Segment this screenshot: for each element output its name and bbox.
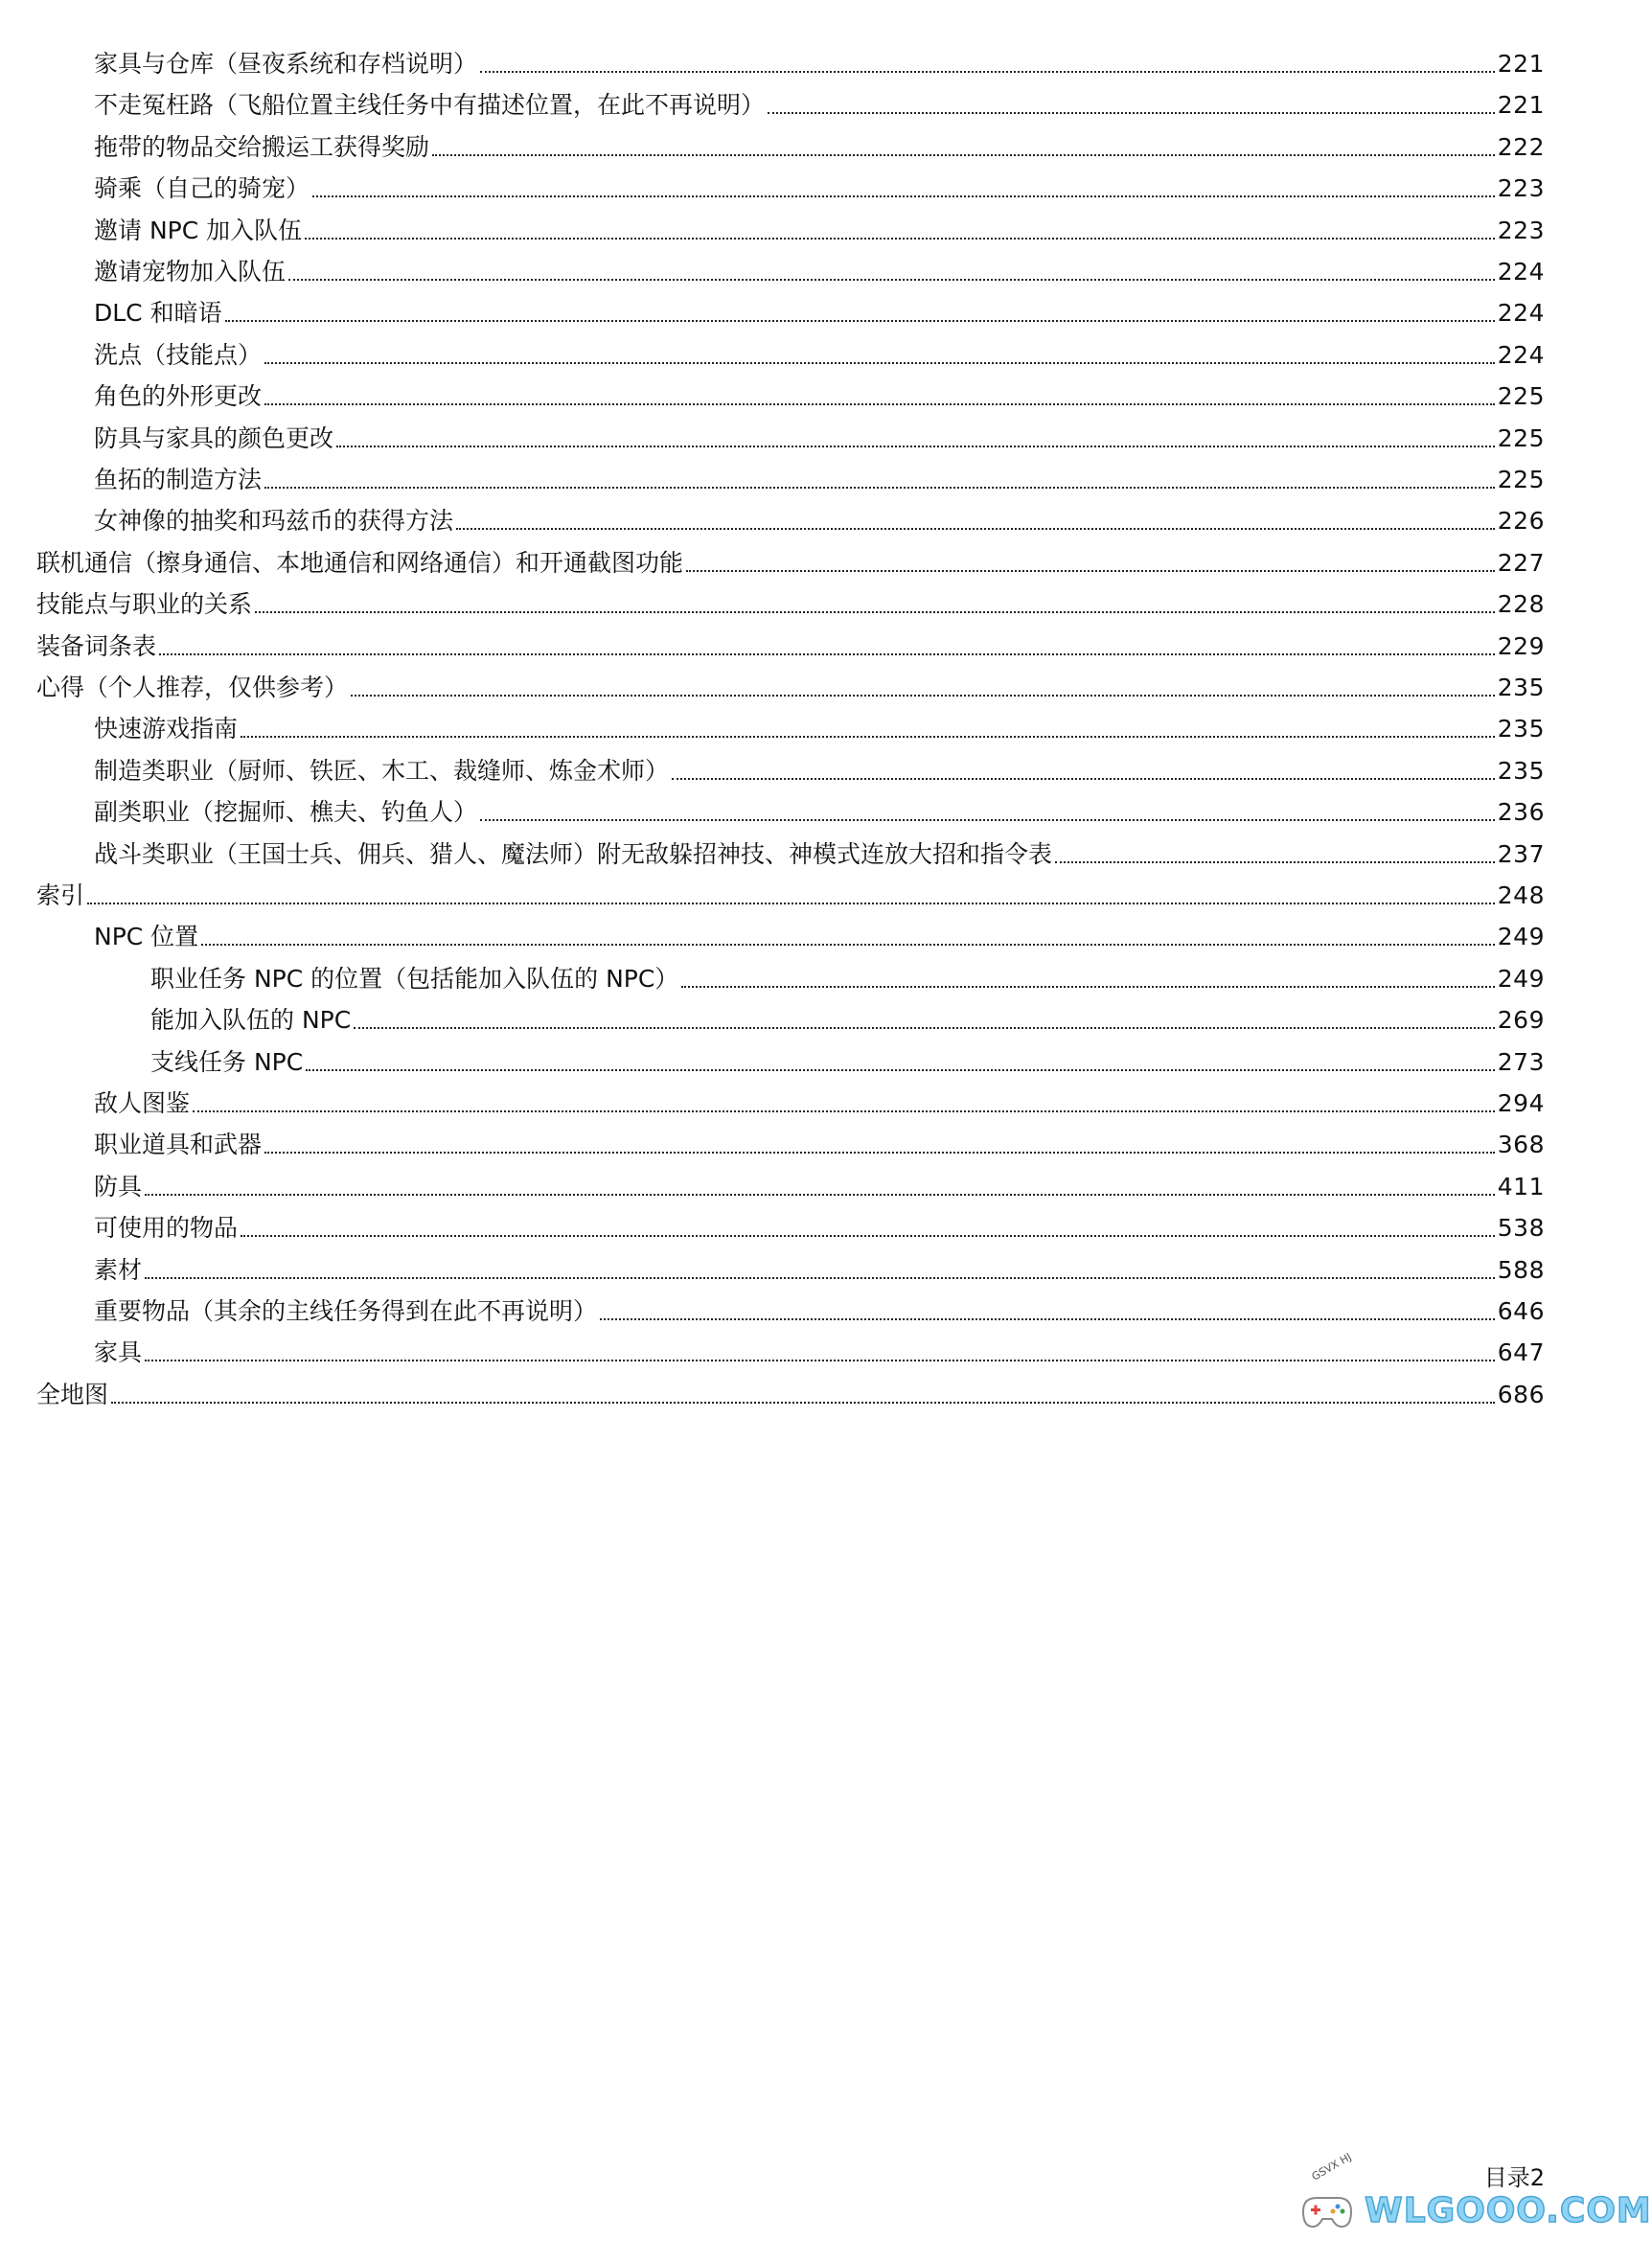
toc-entry[interactable] xyxy=(94,412,1545,453)
toc-dot-leader xyxy=(225,320,1495,322)
toc-entry[interactable] xyxy=(94,1326,1545,1367)
toc-dot-leader xyxy=(312,195,1495,197)
toc-entry-page-number: 225 xyxy=(1497,382,1545,411)
toc-dot-leader xyxy=(456,528,1495,530)
toc-dot-leader xyxy=(193,1110,1495,1112)
toc-entry-title: 索引 xyxy=(36,881,85,909)
page-footer-label: 目录2 xyxy=(1483,2164,1545,2191)
toc-entry-page-number: 236 xyxy=(1497,798,1545,827)
toc-entry-page-number: 223 xyxy=(1497,174,1545,203)
toc-entry[interactable] xyxy=(94,828,1545,869)
toc-entry[interactable] xyxy=(94,329,1545,370)
toc-entry[interactable] xyxy=(94,204,1545,245)
toc-entry-title: 骑乘（自己的骑宠） xyxy=(94,174,310,203)
toc-entry-page-number: 235 xyxy=(1497,715,1545,743)
toc-entry[interactable] xyxy=(94,702,1545,743)
toc-dot-leader xyxy=(681,986,1494,988)
toc-entry-page-number: 237 xyxy=(1497,839,1545,868)
toc-dot-leader xyxy=(159,653,1495,655)
toc-entry-title: 职业任务 NPC 的位置（包括能加入队伍的 NPC） xyxy=(150,964,679,993)
toc-dot-leader xyxy=(600,1318,1495,1320)
toc-entry-page-number: 248 xyxy=(1497,881,1545,909)
toc-entry-title: 家具 xyxy=(94,1338,143,1367)
toc-entry[interactable] xyxy=(94,79,1545,120)
toc-entry[interactable] xyxy=(94,1077,1545,1118)
toc-entry-page-number: 228 xyxy=(1497,590,1545,619)
toc-entry-title: 职业道具和武器 xyxy=(94,1131,263,1159)
toc-entry[interactable] xyxy=(94,1118,1545,1159)
toc-entry-title: 防具与家具的颜色更改 xyxy=(94,423,334,452)
toc-entry-page-number: 249 xyxy=(1497,964,1545,993)
toc-entry-page-number: 249 xyxy=(1497,923,1545,951)
toc-entry[interactable] xyxy=(36,537,1545,578)
toc-entry-title: 素材 xyxy=(94,1255,143,1284)
toc-dot-leader xyxy=(87,903,1495,904)
toc-entry-title: 全地图 xyxy=(36,1380,109,1408)
toc-entry[interactable] xyxy=(36,869,1545,910)
toc-dot-leader xyxy=(241,1235,1495,1237)
toc-dot-leader xyxy=(305,238,1495,240)
toc-entry-title: 邀请 NPC 加入队伍 xyxy=(94,216,303,244)
toc-dot-leader xyxy=(145,1194,1495,1196)
toc-dot-leader xyxy=(264,403,1495,405)
toc-entry-page-number: 647 xyxy=(1497,1338,1545,1367)
toc-entry-page-number: 221 xyxy=(1497,91,1545,120)
toc-entry-page-number: 646 xyxy=(1497,1297,1545,1325)
toc-entry[interactable] xyxy=(94,453,1545,494)
toc-entry-page-number: 273 xyxy=(1497,1047,1545,1076)
toc-entry[interactable] xyxy=(94,786,1545,827)
toc-entry[interactable] xyxy=(94,744,1545,786)
toc-dot-leader xyxy=(686,570,1495,572)
toc-entry-title: 鱼拓的制造方法 xyxy=(94,466,263,493)
toc-entry[interactable] xyxy=(150,952,1545,994)
toc-entry-title: 快速游戏指南 xyxy=(94,715,239,743)
toc-dot-leader xyxy=(480,819,1495,821)
toc-entry[interactable] xyxy=(150,1036,1545,1077)
toc-entry-page-number: 235 xyxy=(1497,674,1545,701)
toc-entry-page-number: 224 xyxy=(1497,258,1545,286)
toc-dot-leader xyxy=(432,154,1495,156)
toc-dot-leader xyxy=(241,736,1495,738)
toc-entry-title: 心得（个人推荐，仅供参考） xyxy=(36,674,349,701)
toc-entry-title: 可使用的物品 xyxy=(94,1214,239,1243)
toc-entry-title: 邀请宠物加入队伍 xyxy=(94,258,287,286)
toc-dot-leader xyxy=(354,1027,1495,1029)
toc-dot-leader xyxy=(351,695,1495,697)
toc-entry-page-number: 224 xyxy=(1497,299,1545,328)
toc-dot-leader xyxy=(111,1402,1495,1404)
toc-entry[interactable] xyxy=(94,245,1545,286)
watermark-site-text: WLGOOO.COM xyxy=(1365,2191,1652,2230)
toc-entry-title: 技能点与职业的关系 xyxy=(36,590,253,619)
toc-entry-page-number: 225 xyxy=(1497,466,1545,493)
toc-entry-page-number: 411 xyxy=(1497,1172,1545,1201)
toc-entry-title: 装备词条表 xyxy=(36,631,157,660)
toc-dot-leader xyxy=(201,944,1495,946)
toc-entry[interactable] xyxy=(94,162,1545,203)
toc-entry[interactable] xyxy=(36,620,1545,661)
toc-entry-title: 拖带的物品交给搬运工获得奖励 xyxy=(94,132,430,161)
toc-entry[interactable] xyxy=(94,121,1545,162)
toc-entry[interactable] xyxy=(36,661,1545,702)
toc-entry[interactable] xyxy=(94,370,1545,411)
toc-dot-leader xyxy=(264,1152,1495,1154)
toc-entry-title: 角色的外形更改 xyxy=(94,382,263,411)
toc-entry[interactable] xyxy=(150,994,1545,1035)
toc-dot-leader xyxy=(145,1277,1495,1279)
watermark-logo-text: GSVX HJ xyxy=(1309,2150,1354,2184)
toc-entry[interactable] xyxy=(94,286,1545,328)
toc-dot-leader xyxy=(255,611,1495,613)
toc-entry-page-number: 224 xyxy=(1497,340,1545,369)
toc-dot-leader xyxy=(145,1360,1495,1361)
toc-entry-page-number: 538 xyxy=(1497,1214,1545,1243)
toc-entry-title: 洗点（技能点） xyxy=(94,340,263,369)
toc-entry[interactable] xyxy=(94,1160,1545,1201)
toc-entry[interactable] xyxy=(36,578,1545,619)
toc-entry[interactable] xyxy=(94,37,1545,79)
toc-entry-page-number: 686 xyxy=(1497,1380,1545,1408)
toc-entry-title: DLC 和暗语 xyxy=(94,299,222,328)
toc-dot-leader xyxy=(264,487,1495,489)
toc-entry-page-number: 227 xyxy=(1497,548,1545,577)
toc-dot-leader xyxy=(264,362,1495,364)
toc-dot-leader xyxy=(336,446,1495,447)
toc-entry-page-number: 229 xyxy=(1497,631,1545,660)
toc-entry-page-number: 221 xyxy=(1497,50,1545,78)
toc-entry-title: 家具与仓库（昼夜系统和存档说明） xyxy=(94,50,478,78)
toc-entry[interactable] xyxy=(94,1285,1545,1326)
site-watermark xyxy=(1296,2150,1652,2234)
toc-entry[interactable] xyxy=(94,494,1545,536)
toc-entry-title: 支线任务 NPC xyxy=(150,1047,304,1076)
toc-entry-title: 联机通信（擦身通信、本地通信和网络通信）和开通截图功能 xyxy=(36,548,684,577)
toc-entry-title: 女神像的抽奖和玛兹币的获得方法 xyxy=(94,507,454,536)
toc-entry[interactable] xyxy=(94,910,1545,951)
toc-dot-leader xyxy=(288,279,1495,281)
toc-entry-page-number: 588 xyxy=(1497,1255,1545,1284)
toc-entry-page-number: 269 xyxy=(1497,1006,1545,1035)
toc-entry-title: 重要物品（其余的主线任务得到在此不再说明） xyxy=(94,1297,598,1325)
toc-entry-title: NPC 位置 xyxy=(94,923,199,951)
toc-dot-leader xyxy=(306,1069,1495,1071)
toc-dot-leader xyxy=(672,778,1495,780)
toc-entry-page-number: 222 xyxy=(1497,132,1545,161)
toc-entry-title: 能加入队伍的 NPC xyxy=(150,1006,352,1035)
toc-entry-title: 不走冤枉路（飞船位置主线任务中有描述位置，在此不再说明） xyxy=(94,91,766,120)
toc-dot-leader xyxy=(480,71,1495,73)
toc-entry-title: 防具 xyxy=(94,1172,143,1201)
toc-entry-page-number: 223 xyxy=(1497,216,1545,244)
toc-entry-title: 战斗类职业（王国士兵、佣兵、猎人、魔法师）附无敌躲招神技、神模式连放大招和指令表 xyxy=(94,839,1053,868)
toc-entry-title: 敌人图鉴 xyxy=(94,1089,191,1117)
toc-dot-leader xyxy=(768,112,1495,114)
toc-entry-page-number: 368 xyxy=(1497,1131,1545,1159)
toc-entry[interactable] xyxy=(36,1368,1545,1409)
toc-entry-title: 副类职业（挖掘师、樵夫、钓鱼人） xyxy=(94,798,478,827)
toc-entry-page-number: 226 xyxy=(1497,507,1545,536)
toc-entry-page-number: 225 xyxy=(1497,423,1545,452)
toc-entry[interactable] xyxy=(94,1201,1545,1243)
toc-entry-title: 制造类职业（厨师、铁匠、木工、裁缝师、炼金术师） xyxy=(94,756,670,785)
toc-dot-leader xyxy=(1055,861,1495,863)
toc-entry-page-number: 235 xyxy=(1497,756,1545,785)
toc-entry-page-number: 294 xyxy=(1497,1089,1545,1117)
gamepad-icon xyxy=(1296,2150,1359,2234)
toc-entry[interactable] xyxy=(94,1244,1545,1285)
